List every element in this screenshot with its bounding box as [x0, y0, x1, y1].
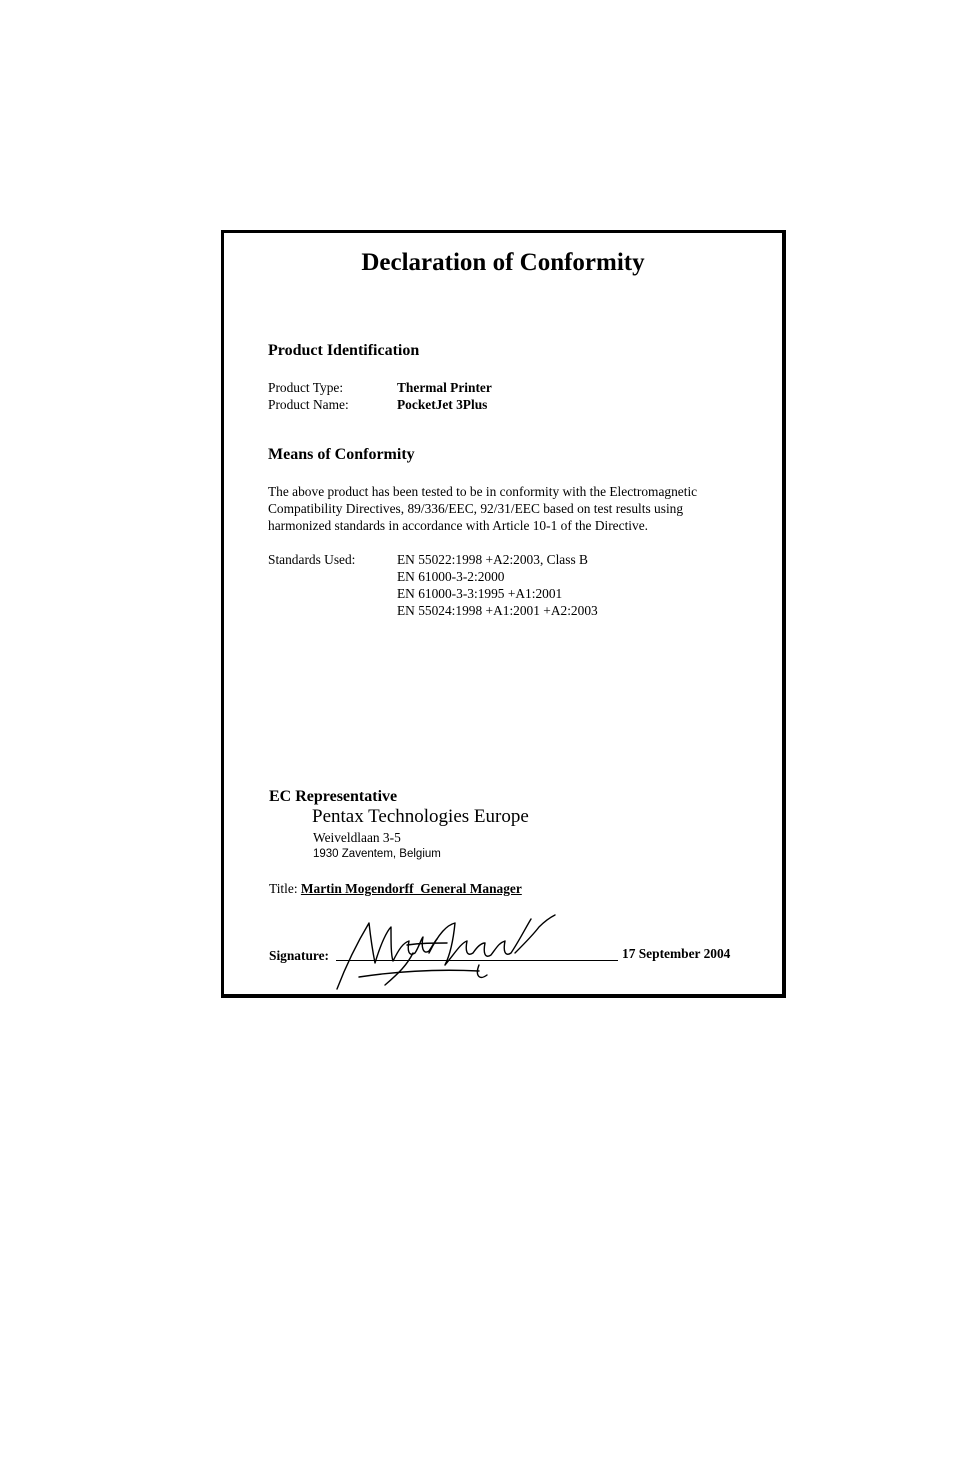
standards-used-label: Standards Used: [268, 552, 356, 567]
product-identification-heading: Product Identification [268, 342, 420, 359]
ec-representative-heading: EC Representative [269, 788, 398, 805]
signature-label: Signature: [269, 948, 330, 963]
product-type-label: Product Type: [268, 380, 344, 395]
product-name-label: Product Name: [268, 397, 349, 412]
handwritten-signature [329, 913, 569, 993]
ec-address-line2: 1930 Zaventem, Belgium [313, 848, 441, 860]
ec-company-name: Pentax Technologies Europe [312, 806, 529, 827]
product-name-value: PocketJet 3Plus [397, 397, 488, 412]
means-of-conformity-heading: Means of Conformity [268, 446, 415, 463]
standard-item: EN 61000-3-2:2000 [397, 569, 505, 584]
declaration-frame [221, 230, 786, 998]
ec-address-line1: Weiveldlaan 3-5 [313, 830, 401, 845]
paragraph-line: Compatibility Directives, 89/336/EEC, 92/31/EEC based on test results using [268, 501, 684, 516]
title-label: Title: [269, 881, 298, 896]
standard-item: EN 61000-3-3:1995 +A1:2001 [397, 586, 563, 601]
standard-item: EN 55024:1998 +A1:2001 +A2:2003 [397, 603, 598, 618]
title-line [269, 880, 522, 897]
standard-item: EN 55022:1998 +A2:2003, Class B [397, 552, 588, 567]
paragraph-line: The above product has been tested to be in conformity with the Electromagnetic [268, 484, 698, 499]
conformity-paragraph [268, 483, 738, 534]
paragraph-line: harmonized standards in accordance with Article 10-1 of the Directive. [268, 518, 648, 533]
document-title: Declaration of Conformity [361, 249, 645, 276]
title-value: Martin Mogendorff General Manager [300, 881, 522, 896]
product-type-value: Thermal Printer [397, 380, 492, 395]
signature-date: 17 September 2004 [622, 946, 731, 961]
standards-list [397, 551, 598, 619]
